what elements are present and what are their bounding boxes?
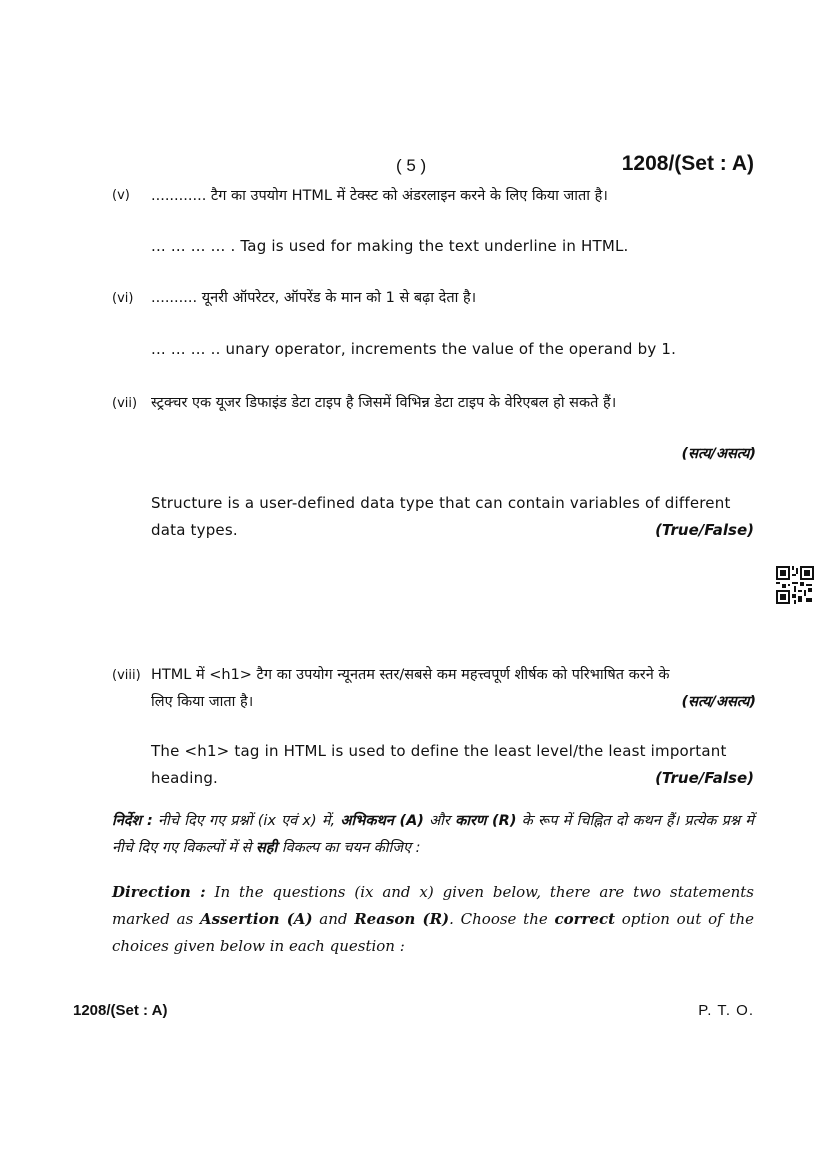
question-viii-hindi-choice: (सत्य/असत्य) [681,694,756,710]
question-number-vii: (vii) [112,396,138,411]
question-vi-hindi: .......... यूनरी ऑपरेटर, ऑपरेंड के मान को 1 से बढ़ा देता है। [151,290,477,306]
question-vii-english-choice: (True/False) [655,521,754,539]
paper-code-footer: 1208/(Set : A) [73,1002,168,1019]
page-number: ( 5 ) [396,156,427,175]
question-vi-english: ... ... ... .. unary operator, increments the value of the operand by 1. [151,340,677,358]
question-v-hindi: ............ टैग का उपयोग HTML में टेक्स्ट को अंडरलाइन करने के लिए किया जाता है। [151,188,608,204]
question-vii-hindi: स्ट्रक्चर एक यूजर डिफाइंड डेटा टाइप है जिसमें विभिन्न डेटा टाइप के वेरिएबल हो सकते हैं। [151,395,617,411]
question-viii-hindi-line2: लिए किया जाता है। [151,694,254,710]
question-number-viii: (viii) [112,668,141,683]
direction-english-assertion: Assertion (A) [200,910,313,928]
direction-english-reason: Reason (R) [354,910,450,928]
direction-hindi-text: विकल्प का चयन कीजिए : [277,840,421,856]
direction-hindi-text: के रूप में चिह्नित दो कथन हैं। प्रत्येक प्रश्न में नीचे दिए गए विकल्पों में से [112,813,754,856]
question-v-english: ... ... ... ... . Tag is used for making the text underline in HTML. [151,237,629,255]
question-viii-english-choice: (True/False) [655,769,754,787]
direction-hindi-reason: कारण (R) [455,813,517,829]
direction-english [112,879,754,960]
direction-hindi-label: निर्देश : [112,813,153,829]
direction-english-correct: correct [554,910,616,928]
direction-english-text: In the questions (ix and x) given below, there are two statements marked as [112,883,754,928]
question-number-v: (v) [112,188,130,203]
question-vii-english-line1: Structure is a user-defined data type that can contain variables of different [151,494,731,512]
please-turn-over: P. T. O. [698,1002,754,1019]
question-viii-english-line2: heading. [151,769,219,787]
direction-hindi [112,808,754,862]
direction-hindi-text: नीचे दिए गए प्रश्नों (ix एवं x) में, [152,813,341,829]
question-viii-hindi-line1: HTML में <h1> टैग का उपयोग न्यूनतम स्तर/सबसे कम महत्त्वपूर्ण शीर्षक को परिभाषित करने के [151,667,670,683]
paper-code-header: 1208/(Set : A) [621,152,754,175]
direction-hindi-assertion: अभिकथन (A) [340,813,424,829]
question-number-vi: (vi) [112,291,134,306]
question-vii-hindi-choice: (सत्य/असत्य) [681,446,756,462]
direction-hindi-text: और [423,813,456,829]
direction-hindi-correct: सही [255,840,278,856]
direction-english-label: Direction : [112,883,206,901]
question-viii-english-line1: The <h1> tag in HTML is used to define the least level/the least important [151,742,727,760]
qr-code-icon [776,566,814,604]
direction-english-text: option out of the choices given below in each question : [112,910,754,955]
question-vii-english-line2: data types. [151,521,238,539]
direction-english-text: . Choose the [449,910,555,928]
direction-english-text: and [312,910,355,928]
